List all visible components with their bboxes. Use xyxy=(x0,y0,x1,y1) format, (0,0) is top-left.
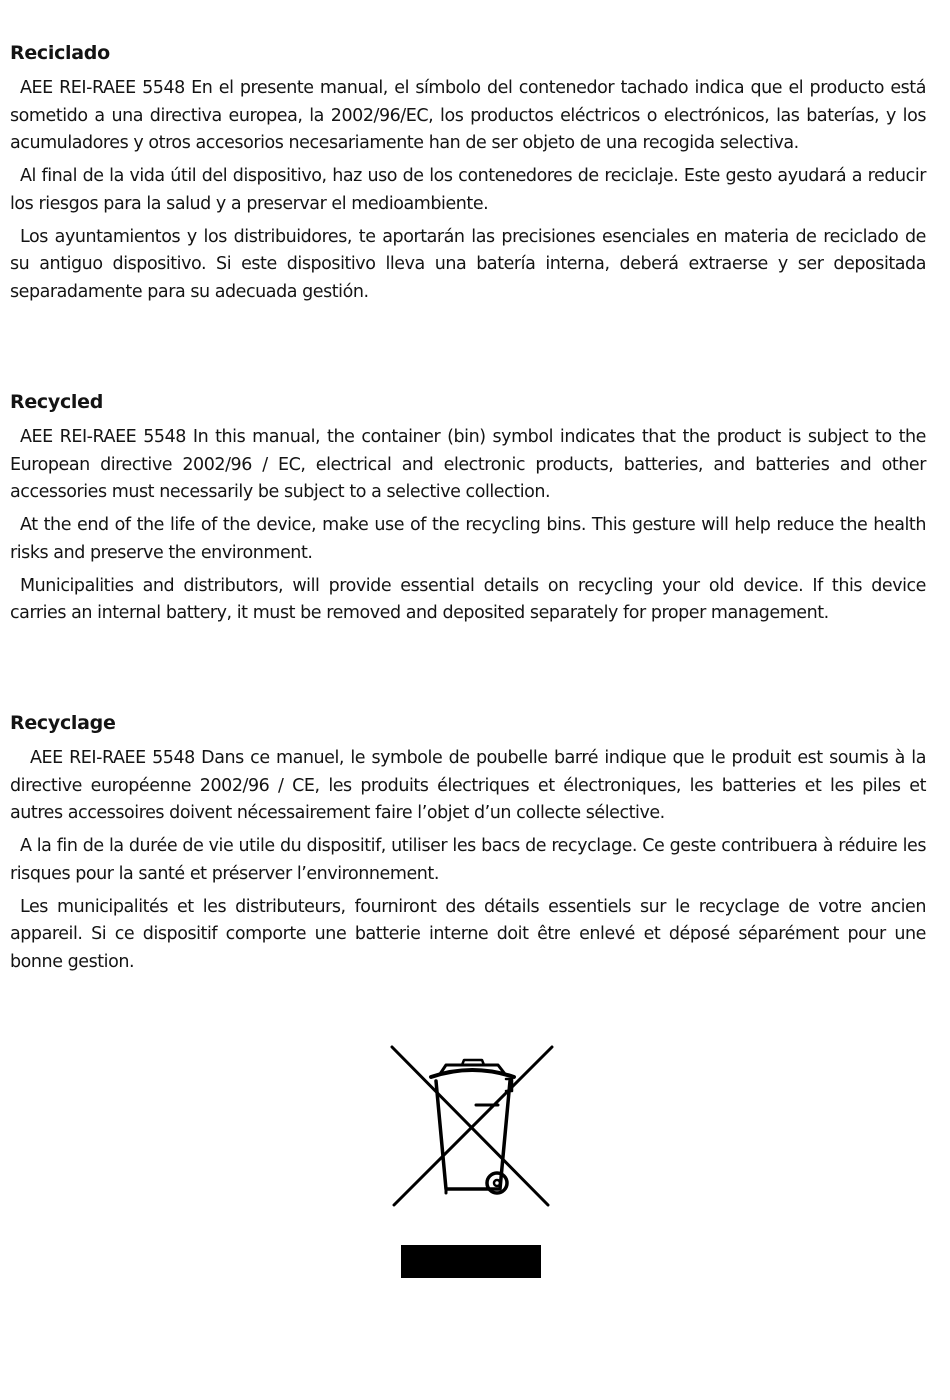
paragraph: Al final de la vida útil del dispositivo, haz uso de los contenedores de reciclaje. Este gesto ayudará a reducir los riesgos para la salud y a preservar el medioambiente. xyxy=(10,166,926,214)
paragraph: A la fin de la durée de vie utile du dispositif, utiliser les bacs de recyclage. Ce geste contribuera à réduire les risques pour la santé et préserver l’environnement. xyxy=(10,836,926,884)
paragraph: Municipalities and distributors, will provide essential details on recycling your old device. If this device carries an internal battery, it must be removed and deposited separately for proper management. xyxy=(10,575,926,624)
paragraph: AEE REI-RAEE 5548 Dans ce manuel, le symbole de poubelle barré indique que le produit est soumis à la directive européenne 2002/96 / CE, les produits électriques et électroniques, les batteries et les piles et autres accessoires doivent nécessairement faire l’objet d’un collecte sélective. xyxy=(10,748,926,824)
paragraph: AEE REI-RAEE 5548 In this manual, the container (bin) symbol indicates that the product is subject to the European directive 2002/96 / EC, electrical and electronic products, batteries, and batteries and other accessories must necessarily be subject to a selective collection. xyxy=(10,427,926,503)
section-title-spanish: Reciclado xyxy=(10,42,110,64)
section-english xyxy=(10,389,926,633)
paragraph: Los ayuntamientos y los distribuidores, te aportarán las precisiones esenciales en materia de reciclado de su antiguo dispositivo. Si este dispositivo lleva una batería interna, deberá extraerse y ser depositada separadamente para su adecuada gestión. xyxy=(10,226,926,302)
paragraph: AEE REI-RAEE 5548 En el presente manual, el símbolo del contenedor tachado indica que el producto está sometido a una directiva europea, la 2002/96/EC, los productos eléctricos o electrónicos, las baterías, y los acumuladores y otros accesorios necesariamente han de ser objeto de una recogida selectiva. xyxy=(10,78,926,154)
crossed-out-wheelie-bin-icon xyxy=(386,1043,558,1213)
section-spanish xyxy=(10,40,926,312)
section-french xyxy=(10,710,926,982)
section-title-french: Recyclage xyxy=(10,712,116,734)
paragraph: Les municipalités et les distributeurs, fourniront des détails essentiels sur le recyclage de votre ancien appareil. Si ce dispositif comporte une batterie interne doit être enlevé et déposé séparément pour une bonne gestion. xyxy=(10,896,926,972)
section-title-english: Recycled xyxy=(10,391,104,413)
weee-solid-bar xyxy=(401,1245,541,1278)
paragraph: At the end of the life of the device, make use of the recycling bins. This gesture will help reduce the health risks and preserve the environment. xyxy=(10,515,926,563)
